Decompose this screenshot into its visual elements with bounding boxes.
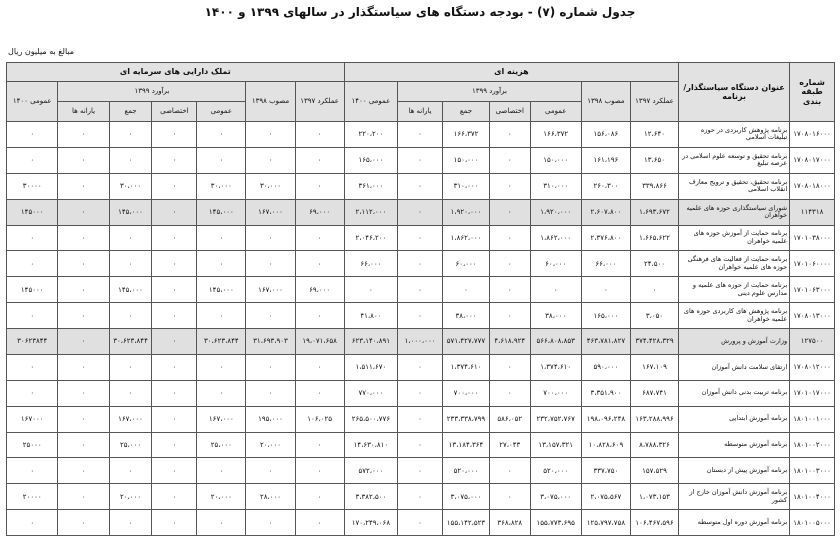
table-row — [7, 147, 835, 173]
capital-cell: ۰ — [152, 173, 197, 199]
capital-cell: ۰ — [109, 510, 152, 536]
capital-cell: ۰ — [7, 380, 58, 406]
capital-cell: ۲۰،۰۰۰ — [246, 432, 295, 458]
header-c-special: اختصاصی — [152, 102, 197, 122]
capital-cell: ۱۴۵،۰۰۰ — [197, 199, 246, 225]
header-c-total: جمع — [109, 102, 152, 122]
expense-cell: ۱۵۶،۰۸۶ — [581, 122, 630, 148]
capital-cell: ۲۸،۰۰۰ — [246, 484, 295, 510]
table-row — [7, 251, 835, 277]
expense-cell: ۶۶،۰۰۰ — [344, 251, 397, 277]
expense-cell: ۳۳۷،۷۵۰ — [581, 458, 630, 484]
expense-cell: ۷۷۰،۰۰۰ — [344, 380, 397, 406]
expense-cell: ۰ — [581, 277, 630, 303]
capital-cell: ۰ — [197, 251, 246, 277]
capital-cell: ۰ — [295, 354, 344, 380]
capital-cell: ۰ — [109, 303, 152, 329]
capital-cell: ۰ — [197, 510, 246, 536]
table-row — [7, 199, 835, 225]
header-c-actual: عملکرد ۱۳۹۷ — [295, 82, 344, 122]
row-code: ۱۷۰۸۰۱۳۰۰۰ — [790, 303, 835, 329]
table-body — [7, 122, 835, 536]
expense-cell: ۱۵۵،۱۴۲،۵۲۳ — [442, 510, 489, 536]
expense-cell: ۰ — [489, 303, 530, 329]
capital-cell: ۰ — [295, 225, 344, 251]
expense-cell: ۰ — [344, 277, 397, 303]
expense-cell: ۳،۰۵۰ — [630, 303, 678, 329]
capital-cell: ۰ — [58, 199, 109, 225]
header-name: عنوان دستگاه سیاستگذار/برنامه — [679, 63, 790, 122]
capital-cell: ۰ — [109, 147, 152, 173]
expense-cell: ۲۷،۰۴۳ — [489, 432, 530, 458]
capital-cell: ۰ — [7, 458, 58, 484]
capital-cell: ۲۵۰۰۰ — [7, 432, 58, 458]
table-row — [7, 277, 835, 303]
header-e-public: عمومی — [530, 102, 581, 122]
expense-cell: ۳۸،۰۰۰ — [530, 303, 581, 329]
expense-cell: ۳۱۰،۰۰۰ — [442, 173, 489, 199]
table-row — [7, 406, 835, 432]
capital-cell: ۰ — [7, 510, 58, 536]
header-e-public-1400: عمومی ۱۴۰۰ — [344, 82, 397, 122]
expense-cell: ۳۱۰،۰۰۰ — [530, 173, 581, 199]
capital-cell: ۰ — [58, 380, 109, 406]
capital-cell: ۱۴۵،۰۰۰ — [109, 277, 152, 303]
capital-cell: ۱۴۵۰۰۰ — [7, 199, 58, 225]
expense-cell: ۱۵۷،۵۲۹ — [630, 458, 678, 484]
expense-cell: ۵۲۰،۰۰۰ — [442, 458, 489, 484]
expense-cell: ۱۵۰،۰۰۰ — [442, 147, 489, 173]
table-row — [7, 510, 835, 536]
row-code: ۱۷۰۸۰۱۲۰۰۰ — [790, 354, 835, 380]
unit-note: مبالغ به میلیون ریال — [8, 47, 75, 56]
table-row — [7, 329, 835, 355]
expense-cell: ۴،۶۱۸،۹۲۴ — [489, 329, 530, 355]
capital-cell: ۰ — [109, 251, 152, 277]
row-code: ۱۷۰۱۰۶۰۰۰۰ — [790, 251, 835, 277]
capital-cell: ۳۰،۰۰۰ — [109, 173, 152, 199]
row-code: ۱۸۰۱۰۰۴۰۰۰ — [790, 484, 835, 510]
expense-cell: ۲،۱۱۲،۰۰۰ — [344, 199, 397, 225]
capital-cell: ۰ — [295, 458, 344, 484]
table-row — [7, 484, 835, 510]
expense-cell: ۱۵۰،۰۰۰ — [530, 147, 581, 173]
capital-cell: ۳۰۰۰۰ — [7, 173, 58, 199]
expense-cell: ۰ — [398, 354, 443, 380]
capital-cell: ۰ — [58, 329, 109, 355]
capital-cell: ۱۹،۰۷۱،۶۵۸ — [295, 329, 344, 355]
expense-cell: ۰ — [489, 458, 530, 484]
capital-cell: ۰ — [58, 406, 109, 432]
row-name: وزارت آموزش و پرورش — [679, 329, 790, 355]
header-e-special: اختصاصی — [489, 102, 530, 122]
expense-cell: ۵۲۰،۰۰۰ — [530, 458, 581, 484]
capital-cell: ۰ — [152, 484, 197, 510]
capital-cell: ۰ — [58, 122, 109, 148]
expense-cell: ۱۶۶،۳۷۲ — [442, 122, 489, 148]
capital-cell: ۰ — [152, 251, 197, 277]
expense-cell: ۰ — [398, 406, 443, 432]
capital-cell: ۰ — [197, 225, 246, 251]
expense-cell: ۱۰،۸۲۸،۶۰۹ — [581, 432, 630, 458]
expense-cell: ۳،۰۷۵،۰۰۰ — [530, 484, 581, 510]
expense-cell: ۰ — [398, 380, 443, 406]
expense-cell: ۱،۹۲۰،۰۰۰ — [530, 199, 581, 225]
expense-cell: ۸،۷۸۸،۳۲۶ — [630, 432, 678, 458]
expense-cell: ۰ — [398, 251, 443, 277]
capital-cell: ۰ — [295, 251, 344, 277]
capital-cell: ۰ — [246, 380, 295, 406]
capital-cell: ۱۴۵،۰۰۰ — [197, 277, 246, 303]
capital-cell: ۲۰۰۰۰ — [7, 484, 58, 510]
expense-cell: ۲۲۰،۲۰۰ — [344, 122, 397, 148]
expense-cell: ۱۰۶،۴۶۷،۵۹۶ — [630, 510, 678, 536]
expense-cell: ۰ — [398, 432, 443, 458]
expense-cell: ۳۸،۰۰۰ — [442, 303, 489, 329]
expense-cell: ۰ — [489, 225, 530, 251]
expense-cell: ۵۷۲،۰۰۰ — [344, 458, 397, 484]
capital-cell: ۰ — [295, 432, 344, 458]
capital-cell: ۰ — [152, 354, 197, 380]
row-code: ۱۸۰۱۰۰۲۰۰۰ — [790, 432, 835, 458]
capital-cell: ۲۵،۰۰۰ — [109, 432, 152, 458]
expense-cell: ۲۳۳،۳۳۸،۷۹۹ — [442, 406, 489, 432]
expense-cell: ۰ — [530, 277, 581, 303]
row-code: ۱۷۰۸۰۱۷۰۰۰ — [790, 147, 835, 173]
table-row — [7, 354, 835, 380]
expense-cell: ۱،۳۷۴،۶۱۰ — [442, 354, 489, 380]
capital-cell: ۰ — [152, 380, 197, 406]
capital-cell: ۰ — [295, 510, 344, 536]
capital-cell: ۰ — [109, 122, 152, 148]
expense-cell: ۷۰۰،۰۰۰ — [530, 380, 581, 406]
expense-cell: ۱۶۵،۰۰۰ — [344, 147, 397, 173]
expense-cell: ۱،۰۷۳،۱۵۳ — [630, 484, 678, 510]
expense-cell: ۳۶۸،۸۲۸ — [489, 510, 530, 536]
capital-cell: ۱۶۷،۰۰۰ — [197, 406, 246, 432]
row-code: ۱۷۰۱۰۳۸۰۰۰ — [790, 225, 835, 251]
header-e-approved: مصوب ۱۳۹۸ — [581, 82, 630, 122]
capital-cell: ۰ — [197, 354, 246, 380]
table-row — [7, 458, 835, 484]
expense-cell: ۳،۰۷۵،۰۰۰ — [442, 484, 489, 510]
row-code: ۱۸۰۱۰۰۳۰۰۰ — [790, 458, 835, 484]
header-c-public-1400: عمومی ۱۴۰۰ — [7, 82, 58, 122]
expense-cell: ۶۸۷،۷۴۱ — [630, 380, 678, 406]
expense-cell: ۱،۸۶۲،۰۰۰ — [442, 225, 489, 251]
capital-cell: ۰ — [58, 147, 109, 173]
capital-cell: ۰ — [58, 354, 109, 380]
expense-cell: ۰ — [398, 277, 443, 303]
expense-cell: ۰ — [489, 277, 530, 303]
expense-cell: ۲۳۲،۷۵۲،۷۶۷ — [530, 406, 581, 432]
row-code: ۱۱۴۳۱۸ — [790, 199, 835, 225]
capital-cell: ۰ — [197, 380, 246, 406]
row-code: ۱۷۰۱۰۶۳۰۰۰ — [790, 277, 835, 303]
capital-cell: ۳۰،۰۰۰ — [246, 173, 295, 199]
expense-cell: ۲،۰۷۵،۵۶۷ — [581, 484, 630, 510]
capital-cell: ۰ — [152, 510, 197, 536]
row-code: ۱۸۰۱۰۰۵۰۰۰ — [790, 510, 835, 536]
row-name: برنامه پژوهش کاربردی در حوزه تبلیغات اسلامی — [679, 122, 790, 148]
row-code: ۱۲۷۵۰۰ — [790, 329, 835, 355]
expense-cell: ۱۲،۶۴۰ — [630, 122, 678, 148]
capital-cell: ۰ — [152, 199, 197, 225]
expense-cell: ۶۲۳،۱۴۰،۸۹۱ — [344, 329, 397, 355]
capital-cell: ۰ — [109, 458, 152, 484]
header-e-subsidies: یارانه ها — [398, 102, 443, 122]
capital-cell: ۱۶۷،۰۰۰ — [246, 277, 295, 303]
expense-cell: ۱۶۳،۲۸۸،۹۹۶ — [630, 406, 678, 432]
table-row — [7, 303, 835, 329]
capital-cell: ۰ — [246, 458, 295, 484]
capital-cell: ۰ — [7, 251, 58, 277]
capital-cell: ۰ — [246, 251, 295, 277]
expense-cell: ۲،۰۴۶،۲۰۰ — [344, 225, 397, 251]
row-name: برنامه آموزش دوره اول متوسطه — [679, 510, 790, 536]
header-e-actual: عملکرد ۱۳۹۷ — [630, 82, 678, 122]
row-name: برنامه حمایت از آموزش حوزه های علمیه خواهران — [679, 225, 790, 251]
capital-cell: ۰ — [246, 225, 295, 251]
capital-cell: ۰ — [7, 303, 58, 329]
capital-cell: ۳۰،۶۲۳،۸۴۴ — [109, 329, 152, 355]
header-capital-group: تملک دارایی های سرمایه ای — [7, 63, 345, 82]
header-e-estimate: برآورد ۱۳۹۹ — [398, 82, 582, 102]
expense-cell: ۶۰،۰۰۰ — [530, 251, 581, 277]
capital-cell: ۰ — [295, 122, 344, 148]
expense-cell: ۱۶۷،۱۰۹ — [630, 354, 678, 380]
page-title: جدول شماره (۷) - بودجه دستگاه های سیاستگذار در سالهای ۱۳۹۹ و ۱۴۰۰ — [204, 5, 636, 19]
capital-cell: ۳۰۶۲۳۸۴۴ — [7, 329, 58, 355]
expense-cell: ۴۱،۸۰۰ — [344, 303, 397, 329]
capital-cell: ۲۰،۰۰۰ — [109, 484, 152, 510]
capital-cell: ۱۶۷۰۰۰ — [7, 406, 58, 432]
expense-cell: ۰ — [442, 277, 489, 303]
table-row — [7, 380, 835, 406]
capital-cell: ۳۰،۰۰۰ — [197, 173, 246, 199]
expense-cell: ۵۶۶،۸۰۸،۸۵۳ — [530, 329, 581, 355]
capital-cell: ۰ — [58, 225, 109, 251]
capital-cell: ۶۹،۰۰۰ — [295, 277, 344, 303]
expense-cell: ۱۳،۶۵۰ — [630, 147, 678, 173]
table-row — [7, 122, 835, 148]
expense-cell: ۳،۳۵۱،۹۰۰ — [581, 380, 630, 406]
expense-cell: ۱۳،۱۸۴،۳۶۴ — [442, 432, 489, 458]
expense-cell: ۰ — [630, 277, 678, 303]
capital-cell: ۰ — [152, 303, 197, 329]
expense-cell: ۲،۶۰۷،۸۰۰ — [581, 199, 630, 225]
capital-cell: ۰ — [152, 458, 197, 484]
capital-cell: ۰ — [58, 277, 109, 303]
header-e-total: جمع — [442, 102, 489, 122]
capital-cell: ۰ — [246, 303, 295, 329]
expense-cell: ۰ — [398, 122, 443, 148]
expense-cell: ۰ — [398, 199, 443, 225]
capital-cell: ۰ — [109, 225, 152, 251]
capital-cell: ۰ — [246, 122, 295, 148]
capital-cell: ۲۰،۰۰۰ — [197, 484, 246, 510]
row-name: برنامه حمایت از فعالیت های فرهنگی حوزه های علمیه خواهران — [679, 251, 790, 277]
capital-cell: ۱۰۶،۰۲۵ — [295, 406, 344, 432]
capital-cell: ۰ — [295, 484, 344, 510]
expense-cell: ۱،۵۱۱،۶۷۰ — [344, 354, 397, 380]
capital-cell: ۰ — [58, 484, 109, 510]
capital-cell: ۰ — [58, 432, 109, 458]
capital-cell: ۰ — [7, 122, 58, 148]
expense-cell: ۱،۰۰۰،۰۰۰ — [398, 329, 443, 355]
header-c-approved: مصوب ۱۳۹۸ — [246, 82, 295, 122]
capital-cell: ۰ — [152, 277, 197, 303]
capital-cell: ۳۱،۶۹۳،۹۰۳ — [246, 329, 295, 355]
row-name: برنامه تحقیق و توسعه علوم اسلامی در عرصه تبلیغ — [679, 147, 790, 173]
header-code: شماره طبقه بندی — [790, 63, 835, 122]
row-name: برنامه تحقیق، تحقیق و ترویج معارف انقلاب اسلامی — [679, 173, 790, 199]
expense-cell: ۵۹۰،۰۰۰ — [581, 354, 630, 380]
row-code: ۱۷۰۸۰۱۶۰۰۰ — [790, 122, 835, 148]
expense-cell: ۱۳،۱۵۷،۳۲۱ — [530, 432, 581, 458]
table-row — [7, 432, 835, 458]
capital-cell: ۰ — [197, 303, 246, 329]
header-c-subsidies: یارانه ها — [58, 102, 109, 122]
row-name: برنامه آموزش ابتدایی — [679, 406, 790, 432]
capital-cell: ۰ — [58, 173, 109, 199]
expense-cell: ۲۴،۵۰۰ — [630, 251, 678, 277]
expense-cell: ۰ — [489, 199, 530, 225]
capital-cell: ۶۹،۰۰۰ — [295, 199, 344, 225]
expense-cell: ۱،۸۶۲،۰۰۰ — [530, 225, 581, 251]
header-expense-group: هزینه ای — [344, 63, 678, 82]
row-name: برنامه تربیت بدنی دانش آموزان — [679, 380, 790, 406]
expense-cell: ۴۶۳،۷۸۱،۸۲۷ — [581, 329, 630, 355]
capital-cell: ۰ — [58, 510, 109, 536]
capital-cell: ۰ — [152, 122, 197, 148]
row-name: برنامه پژوهش های کاربردی حوزه های علمیه خواهران — [679, 303, 790, 329]
expense-cell: ۱،۹۲۰،۰۰۰ — [442, 199, 489, 225]
expense-cell: ۳،۳۸۲،۵۰۰ — [344, 484, 397, 510]
table-row — [7, 173, 835, 199]
capital-cell: ۰ — [58, 458, 109, 484]
budget-table — [6, 62, 835, 536]
header-c-estimate: برآورد ۱۳۹۹ — [58, 82, 246, 102]
expense-cell: ۰ — [489, 147, 530, 173]
expense-cell: ۰ — [398, 484, 443, 510]
expense-cell: ۱۵۵،۷۷۳،۶۹۵ — [530, 510, 581, 536]
expense-cell: ۲،۳۷۶،۸۰۰ — [581, 225, 630, 251]
row-name: شورای سیاستگذاری حوزه های علمیه خواهران — [679, 199, 790, 225]
capital-cell: ۰ — [152, 147, 197, 173]
expense-cell: ۰ — [398, 147, 443, 173]
expense-cell: ۱۶۵،۰۰۰ — [581, 303, 630, 329]
row-name: برنامه حمایت از حوزه های علمیه و مدارس علوم دینی — [679, 277, 790, 303]
table-row — [7, 225, 835, 251]
capital-cell: ۰ — [152, 432, 197, 458]
expense-cell: ۶۶،۰۰۰ — [581, 251, 630, 277]
capital-cell: ۰ — [7, 225, 58, 251]
expense-cell: ۰ — [398, 458, 443, 484]
expense-cell: ۱،۶۶۵،۶۲۲ — [630, 225, 678, 251]
expense-cell: ۰ — [489, 173, 530, 199]
capital-cell: ۰ — [295, 303, 344, 329]
header-c-public: عمومی — [197, 102, 246, 122]
row-code: ۱۷۰۸۰۱۸۰۰۰ — [790, 173, 835, 199]
capital-cell: ۰ — [109, 354, 152, 380]
row-code: ۱۸۰۱۰۰۱۰۰۰ — [790, 406, 835, 432]
expense-cell: ۰ — [489, 380, 530, 406]
expense-cell: ۰ — [489, 251, 530, 277]
capital-cell: ۰ — [152, 406, 197, 432]
expense-cell: ۲۶۰،۳۰۰ — [581, 173, 630, 199]
row-name: برنامه آموزش دانش آموزان خارج از کشور — [679, 484, 790, 510]
capital-cell: ۱۹۵،۰۰۰ — [246, 406, 295, 432]
capital-cell: ۰ — [152, 329, 197, 355]
expense-cell: ۵۷۱،۴۲۷،۷۷۷ — [442, 329, 489, 355]
expense-cell: ۱،۳۷۴،۶۱۰ — [530, 354, 581, 380]
row-name: ارتقای سلامت دانش آموزان — [679, 354, 790, 380]
capital-cell: ۰ — [197, 458, 246, 484]
capital-cell: ۱۴۵،۰۰۰ — [109, 199, 152, 225]
capital-cell: ۰ — [7, 354, 58, 380]
capital-cell: ۳۰،۶۲۳،۸۴۴ — [197, 329, 246, 355]
capital-cell: ۰ — [246, 510, 295, 536]
capital-cell: ۰ — [58, 251, 109, 277]
expense-cell: ۱۹۸،۰۹۶،۲۴۸ — [581, 406, 630, 432]
expense-cell: ۱،۶۹۳،۶۷۲ — [630, 199, 678, 225]
expense-cell: ۱۷۰،۲۴۹،۰۶۸ — [344, 510, 397, 536]
expense-cell: ۳۷۴،۴۲۸،۳۲۹ — [630, 329, 678, 355]
expense-cell: ۰ — [398, 225, 443, 251]
expense-cell: ۰ — [398, 510, 443, 536]
capital-cell: ۰ — [246, 147, 295, 173]
expense-cell: ۱۶۶،۳۷۲ — [530, 122, 581, 148]
row-name: برنامه آموزش پیش از دبستان — [679, 458, 790, 484]
capital-cell: ۰ — [295, 147, 344, 173]
capital-cell: ۰ — [58, 303, 109, 329]
expense-cell: ۷۰۰،۰۰۰ — [442, 380, 489, 406]
expense-cell: ۰ — [489, 122, 530, 148]
row-code: ۱۷۰۱۰۱۷۰۰۰ — [790, 380, 835, 406]
expense-cell: ۵۸۶،۰۵۲ — [489, 406, 530, 432]
expense-cell: ۳۳۹،۸۶۶ — [630, 173, 678, 199]
capital-cell: ۰ — [7, 147, 58, 173]
expense-cell: ۰ — [489, 484, 530, 510]
expense-cell: ۰ — [398, 173, 443, 199]
capital-cell: ۰ — [246, 354, 295, 380]
capital-cell: ۰ — [197, 122, 246, 148]
capital-cell: ۲۵،۰۰۰ — [197, 432, 246, 458]
capital-cell: ۱۶۷،۰۰۰ — [246, 199, 295, 225]
capital-cell: ۰ — [197, 147, 246, 173]
row-name: برنامه آموزش متوسطه — [679, 432, 790, 458]
expense-cell: ۳۶۱،۰۰۰ — [344, 173, 397, 199]
expense-cell: ۱۶۱،۱۹۶ — [581, 147, 630, 173]
expense-cell: ۰ — [398, 303, 443, 329]
capital-cell: ۰ — [152, 225, 197, 251]
capital-cell: ۰ — [295, 380, 344, 406]
expense-cell: ۰ — [489, 354, 530, 380]
expense-cell: ۱۴،۶۳۰،۸۱۰ — [344, 432, 397, 458]
capital-cell: ۰ — [295, 173, 344, 199]
capital-cell: ۰ — [109, 380, 152, 406]
capital-cell: ۱۶۷،۰۰۰ — [109, 406, 152, 432]
expense-cell: ۶۰،۰۰۰ — [442, 251, 489, 277]
expense-cell: ۲۶۵،۵۰۰،۷۷۶ — [344, 406, 397, 432]
expense-cell: ۱۲۵،۷۹۷،۷۵۸ — [581, 510, 630, 536]
capital-cell: ۱۴۵۰۰۰ — [7, 277, 58, 303]
